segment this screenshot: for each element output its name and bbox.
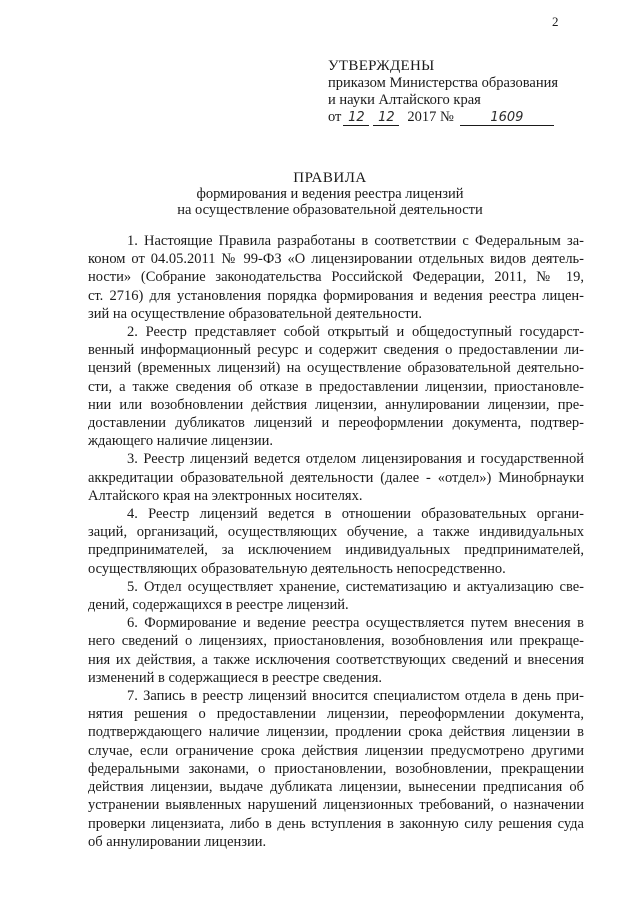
paragraph-line: сти, а также сведения об отказе в предоставлении лицензии, приостановле- — [88, 378, 584, 395]
paragraph-line: ст. 2716) для установления порядка формирования и ведения реестра лицен- — [88, 287, 584, 304]
paragraph-line: случае, если ограничение срока действия лицензии предусмотрено другими — [88, 742, 584, 759]
paragraph-2 — [88, 323, 584, 450]
handwritten-order-number: 1609 — [460, 111, 554, 126]
paragraph-line: предпринимателей, за исключением индивидуальных предпринимателей, — [88, 542, 584, 559]
paragraph-line: дений, содержащихся в реестре лицензий. — [88, 597, 349, 614]
paragraph-line: федеральными законами, о приостановлении, возобновлении, прекращении — [88, 760, 584, 777]
paragraph-line: доставлении дубликатов лицензий и переоформлении документа, подтвер- — [88, 415, 584, 432]
document-title — [160, 170, 500, 218]
paragraph-line: заций, организаций, осуществляющих обучение, а также индивидуальных — [88, 524, 584, 541]
paragraph-line: ждающего наличие лицензии. — [88, 433, 273, 450]
paragraph-line: венный информационный ресурс и содержит сведения о предоставлении ли- — [88, 342, 584, 359]
paragraph-line: осуществляющих образовательную деятельность непосредственно. — [88, 560, 506, 577]
approval-year-label: 2017 № — [407, 109, 454, 125]
paragraph-line: коном от 04.05.2011 № 99-ФЗ «О лицензировании отдельных видов деятель- — [88, 251, 584, 268]
approval-date-prefix: от — [328, 109, 342, 125]
paragraph-line: проверки лицензиата, либо в день вступления в законную силу решения суда — [88, 815, 584, 832]
handwritten-day: 12 — [343, 111, 369, 126]
paragraph-line: 4. Реестр лицензий ведется в отношении образовательных органи- — [127, 506, 584, 523]
paragraph-line: изменений в содержащиеся в реестре сведения. — [88, 669, 382, 686]
page-number: 2 — [552, 14, 559, 29]
approval-order-line: приказом Министерства образования — [328, 75, 559, 91]
paragraph-line: 3. Реестр лицензий ведется отделом лицензирования и государственной — [127, 451, 584, 468]
title-main: ПРАВИЛА — [293, 170, 367, 186]
paragraph-7 — [88, 687, 584, 851]
paragraph-line: цензий (временных лицензий) на осуществление образовательной деятельно- — [88, 360, 584, 377]
paragraph-4 — [88, 505, 584, 578]
paragraph-line: подтверждающего наличие лицензии, продлении срока действия лицензии в — [88, 724, 584, 741]
paragraph-3 — [88, 450, 584, 505]
paragraph-line: 1. Настоящие Правила разработаны в соответствии с Федеральным за- — [127, 233, 584, 249]
paragraph-line: ности» (Собрание законодательства Российской Федерации, 2011, № 19, — [88, 269, 584, 286]
paragraph-line: аккредитации образовательной деятельности (далее - «отдел») Минобрнауки — [88, 469, 584, 486]
paragraph-1 — [88, 232, 584, 323]
paragraph-line: действия лицензии, выдаче дубликата лицензии, вынесении предписания об — [88, 779, 584, 796]
approval-ministry-line: и науки Алтайского края — [328, 92, 481, 108]
paragraph-6 — [88, 614, 584, 687]
paragraph-line: Алтайского края на электронных носителях. — [88, 487, 363, 504]
paragraph-line: него сведений о лицензиях, приостановления, возобновления или прекраще- — [88, 633, 584, 650]
paragraph-line: 6. Формирование и ведение реестра осуществляется путем внесения в — [127, 615, 584, 632]
paragraph-line: ния их действия, а также исключения соответствующих сведений и внесения — [88, 651, 584, 668]
paragraph-line: устранении выявленных нарушений лицензионных требований, о назначении — [88, 797, 584, 814]
paragraph-line: нии или возобновлении действия лицензии, аннулировании лицензии, пре- — [88, 396, 584, 413]
handwritten-month: 12 — [373, 111, 399, 126]
approval-date-line — [328, 109, 588, 126]
title-line-2: на осуществление образовательной деятельности — [177, 202, 483, 218]
paragraph-5 — [88, 578, 584, 614]
document-body — [88, 232, 584, 851]
paragraph-line: об аннулировании лицензии. — [88, 833, 267, 850]
approval-title: УТВЕРЖДЕНЫ — [328, 58, 435, 74]
paragraph-line: 5. Отдел осуществляет хранение, систематизацию и актуализацию све- — [127, 578, 584, 595]
paragraph-line: 7. Запись в реестр лицензий вносится специалистом отдела в день при- — [127, 688, 584, 705]
paragraph-line: нятия решения о предоставлении лицензии, переоформлении документа, — [88, 706, 584, 723]
paragraph-line: 2. Реестр представляет собой открытый и общедоступный государст- — [127, 324, 584, 341]
approval-stamp — [328, 58, 588, 126]
title-line-1: формирования и ведения реестра лицензий — [196, 186, 464, 202]
paragraph-line: зий на осуществление образовательной деятельности. — [88, 305, 423, 322]
